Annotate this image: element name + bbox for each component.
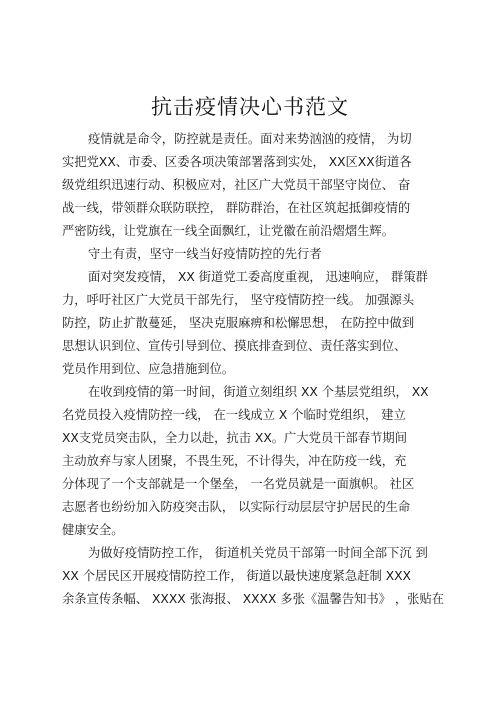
text-line: 主动放弃与家人团聚，不畏生死，不计得失，冲在防疫一线，充 [62,454,407,468]
text-line: 实把党XX、市委、区委各项决策部署落到实处， XX区XX街道各 [62,155,412,169]
text-line: 分体现了一个支部就是一个堡垒， 一名党员就是一面旗帜。 社区 [62,477,415,491]
text-line: 在收到疫情的第一时间，街道立刻组织 XX 个基层党组织， XX [88,385,429,399]
text-line: XX支党员突击队，全力以赴，抗击 XX。广大党员干部春节期间 [62,431,408,445]
text-line: 严密防线，让党旗在一线全面飘红，让党徽在前沿熠熠生辉。 [62,224,395,238]
text-line: 疫情就是命令，防控就是责任。面对来势汹汹的疫情， 为切 [88,132,412,146]
text-line: 思想认识到位、宣传引导到位、摸底排查到位、责任落实到位、 [62,339,407,353]
section-heading: 守土有责，坚守一线当好疫情防控的先行者 [88,247,322,261]
text-line: 防控，防止扩散蔓延， 坚决克服麻痹和松懈思想， 在防控中做到 [62,316,415,330]
text-line: XX 个居民区开展疫情防控工作， 街道以最快速度紧急赶制 XXX [62,569,411,583]
text-line: 面对突发疫情， XX 街道党工委高度重视， 迅速响应， 群策群 [88,270,428,284]
document-title: 抗击疫情决心书范文 [151,95,349,119]
text-line: 名党员投入疫情防控一线， 在一线成立 X 个临时党组织， 建立 [62,408,406,422]
text-line: 为做好疫情防控工作， 街道机关党员干部第一时间全部下沉 到 [88,546,428,560]
text-line: 健康安全。 [62,523,124,537]
text-line: 力，呼吁社区广大党员干部先行， 坚守疫情防控一线。 加强源头 [62,293,415,307]
text-line: 战一线，带领群众联防联控， 群防群治，在社区筑起抵御疫情的 [62,201,411,215]
text-line: 党员作用到位、应急措施到位。 [62,362,235,376]
text-line: 志愿者也纷纷加入防疫突击队， 以实际行动层层守护居民的生命 [62,500,411,514]
text-line: 余条宣传条幅、 XXXX 张海报、 XXXX 多张《温馨告知书》 ，张贴在 [62,592,445,606]
text-line: 级党组织迅速行动、积极应对，社区广大党员干部坚守岗位、 奋 [62,178,411,192]
document-body [62,128,445,611]
